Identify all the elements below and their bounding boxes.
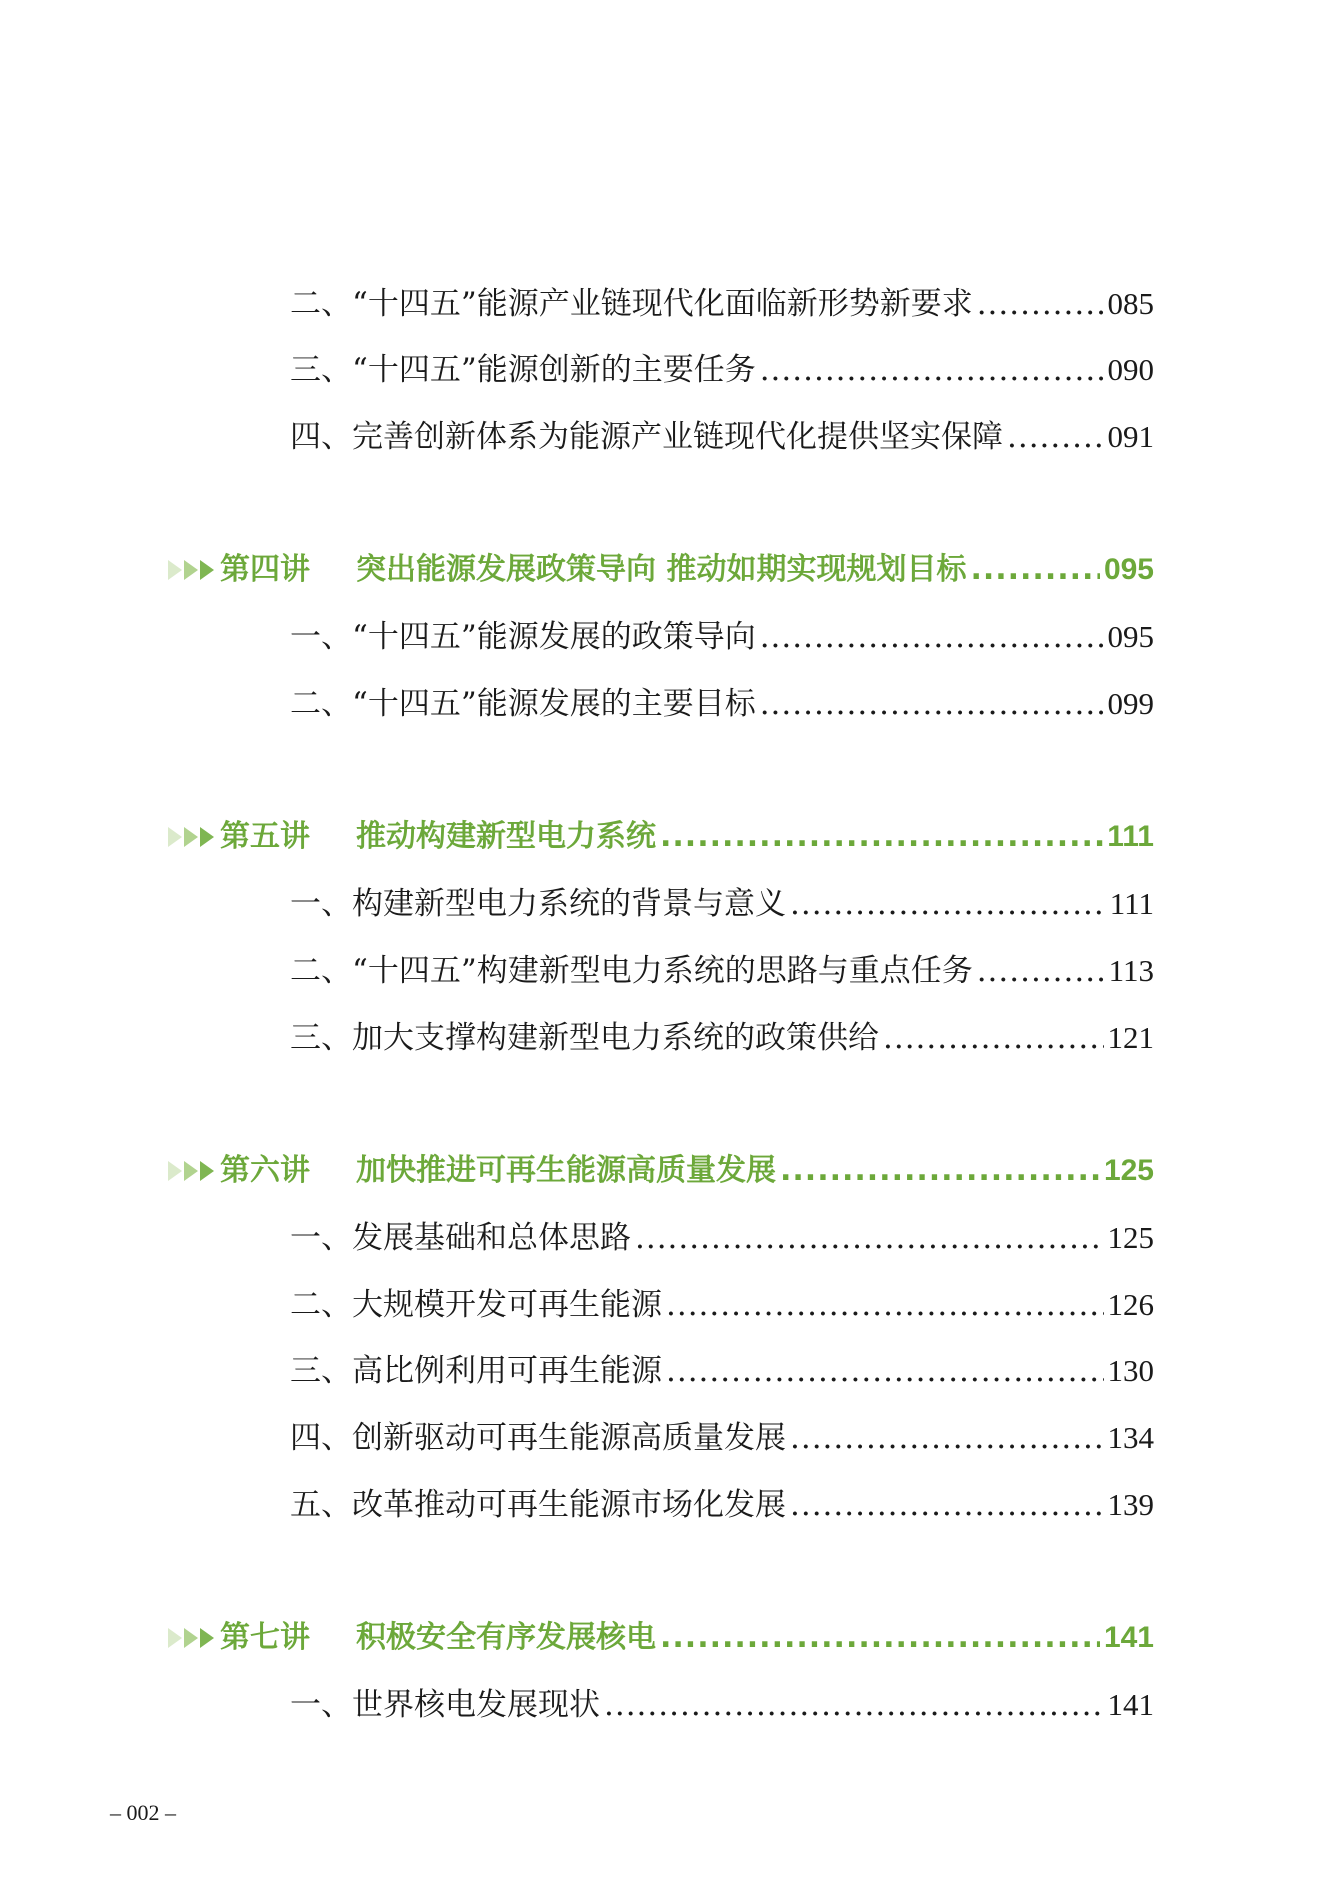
toc-entry-title: 一、构建新型电力系统的背景与意义 [290,886,786,922]
toc-entry[interactable] [290,413,1154,461]
toc-entry-page: 085 [1107,286,1154,321]
dot-leader [604,1681,1104,1729]
chapter-title: 突出能源发展政策导向 推动如期实现规划目标 [356,552,967,587]
dot-leader [666,1347,1104,1395]
toc-entry[interactable] [290,613,1154,661]
toc-chapter[interactable] [168,1146,1154,1196]
toc-entry[interactable] [290,280,1154,328]
dot-leader [660,812,1103,862]
chapter-title: 加快推进可再生能源高质量发展 [356,1153,776,1188]
toc-entry-page: 091 [1107,419,1154,454]
toc-entry-title: 三、“十四五”能源创新的主要任务 [290,352,756,388]
triple-arrow-icon [168,1613,220,1663]
toc-entry-title: 三、高比例利用可再生能源 [290,1353,662,1389]
chapter-number: 第五讲 [220,819,310,854]
toc-entry-page: 126 [1107,1287,1154,1322]
dot-leader [666,1281,1104,1329]
chapter-page: 111 [1107,820,1154,853]
toc-entry[interactable] [290,680,1154,728]
dot-leader [790,1414,1104,1462]
toc-chapter[interactable] [168,545,1154,595]
dot-leader [760,346,1104,394]
toc-entry[interactable] [290,1481,1154,1529]
page-number: – 002 – [110,1800,176,1825]
toc-entry-page: 130 [1107,1353,1154,1388]
toc-entry-title: 四、创新驱动可再生能源高质量发展 [290,1420,786,1456]
toc-entry-page: 134 [1107,1420,1154,1455]
toc-entry-title: 四、完善创新体系为能源产业链现代化提供坚实保障 [290,419,1003,455]
dot-leader [635,1214,1104,1262]
toc-entry-title: 一、“十四五”能源发展的政策导向 [290,619,756,655]
toc-entry[interactable] [290,1681,1154,1729]
chapter-title: 积极安全有序发展核电 [356,1620,656,1655]
toc-entry-title: 五、改革推动可再生能源市场化发展 [290,1487,786,1523]
toc-entry-title: 二、“十四五”能源产业链现代化面临新形势新要求 [290,286,973,322]
toc-chapter[interactable] [168,1613,1154,1663]
dot-leader [760,680,1104,728]
triple-arrow-icon [168,1146,220,1196]
chapter-number: 第六讲 [220,1153,310,1188]
toc-entry-title: 三、加大支撑构建新型电力系统的政策供给 [290,1020,879,1056]
toc-entry-page: 141 [1107,1687,1154,1722]
toc-entry-page: 113 [1108,953,1154,988]
dot-leader [970,545,1099,595]
dot-leader [1007,413,1104,461]
toc-entry-page: 111 [1109,886,1154,921]
toc-entry[interactable] [290,1214,1154,1262]
toc-entry-page: 139 [1107,1487,1154,1522]
chapter-page: 095 [1103,553,1154,586]
dot-leader [977,947,1105,995]
toc-entry-title: 二、大规模开发可再生能源 [290,1287,662,1323]
toc-entry[interactable] [290,1347,1154,1395]
toc-entry-title: 一、世界核电发展现状 [290,1687,600,1723]
dot-leader [760,613,1104,661]
toc-entry-page: 095 [1107,619,1154,654]
chapter-page: 141 [1103,1621,1154,1654]
toc-entry-page: 125 [1107,1220,1154,1255]
toc-entry-page: 090 [1107,352,1154,387]
triple-arrow-icon [168,812,220,862]
chapter-number: 第七讲 [220,1620,310,1655]
toc-entry[interactable] [290,880,1154,928]
toc-entry[interactable] [290,1414,1154,1462]
toc-entry[interactable] [290,1014,1154,1062]
toc-entry-page: 121 [1107,1020,1154,1055]
dot-leader [883,1014,1104,1062]
toc-entry[interactable] [290,346,1154,394]
dot-leader [790,880,1106,928]
dot-leader [660,1613,1100,1663]
toc-entry-title: 一、发展基础和总体思路 [290,1220,631,1256]
dot-leader [977,280,1104,328]
chapter-number: 第四讲 [220,552,310,587]
toc-entry-page: 099 [1107,686,1154,721]
toc-entry[interactable] [290,1281,1154,1329]
triple-arrow-icon [168,545,220,595]
chapter-page: 125 [1103,1154,1154,1187]
toc-entry-title: 二、“十四五”构建新型电力系统的思路与重点任务 [290,953,973,989]
chapter-title: 推动构建新型电力系统 [356,819,656,854]
dot-leader [790,1481,1104,1529]
toc-chapter[interactable] [168,812,1154,862]
dot-leader [780,1146,1100,1196]
toc-entry-title: 二、“十四五”能源发展的主要目标 [290,686,756,722]
toc-entry[interactable] [290,947,1154,995]
